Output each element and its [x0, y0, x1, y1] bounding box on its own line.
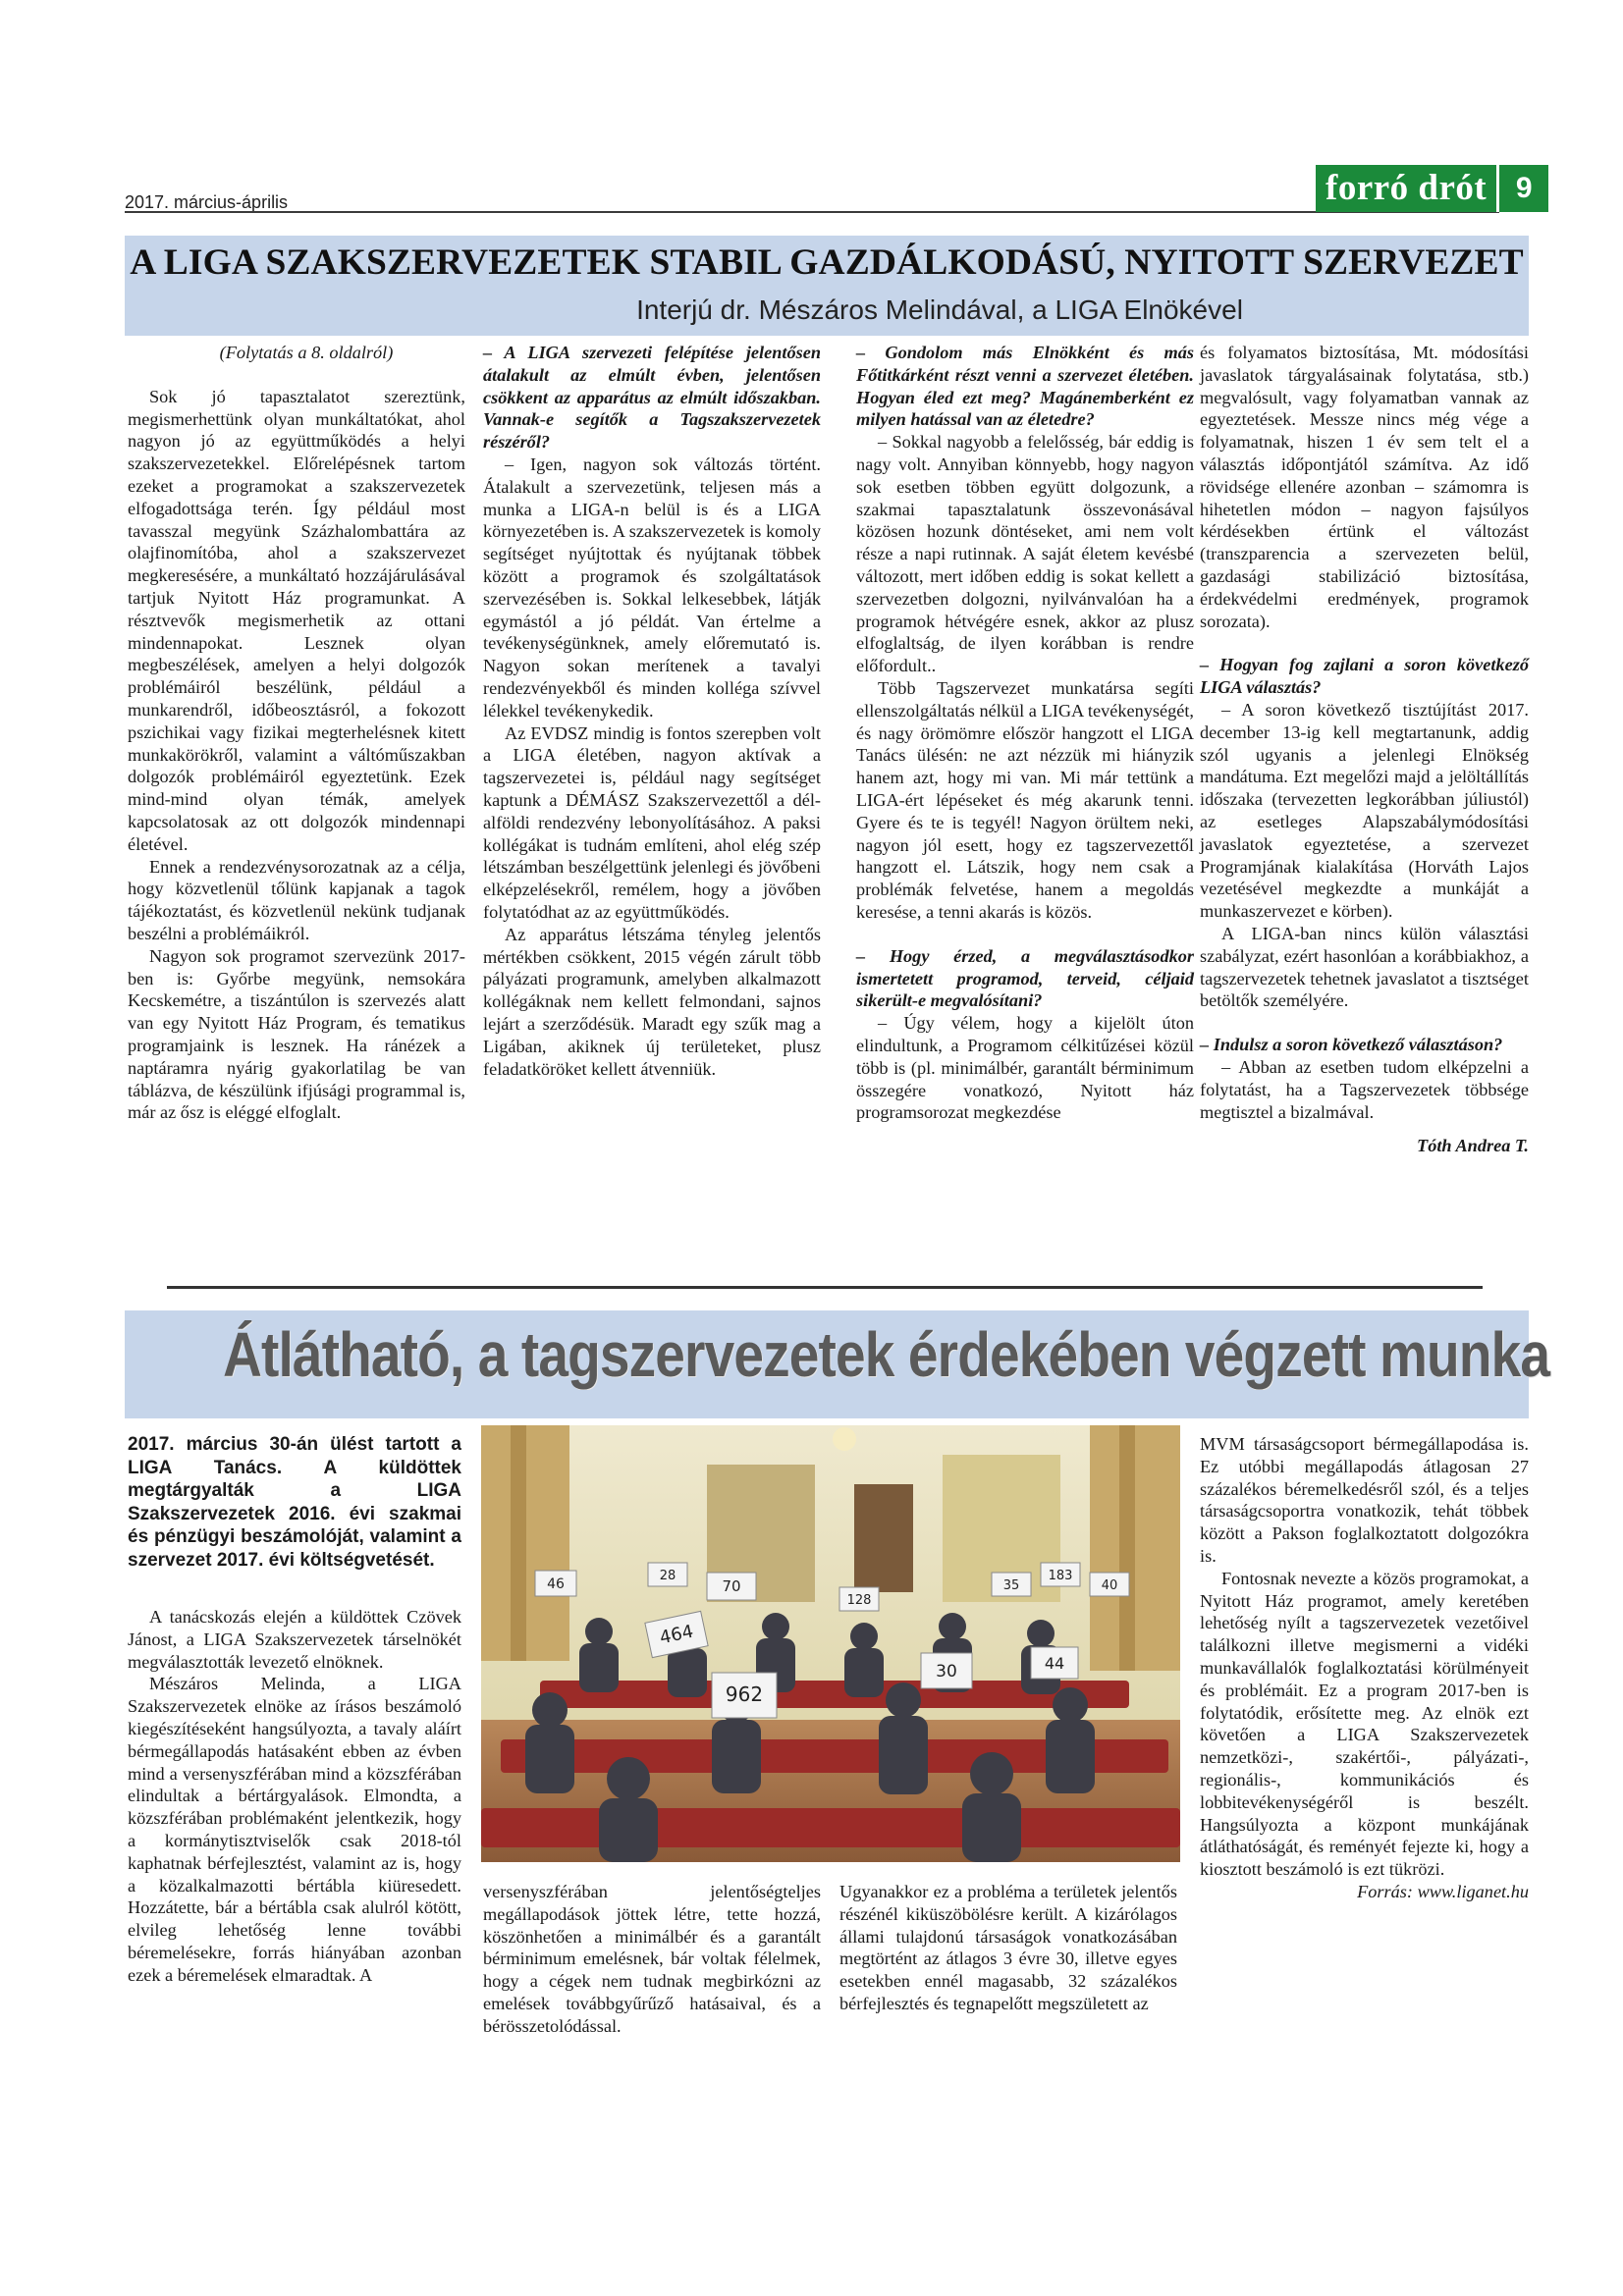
article-subtitle: Interjú dr. Mészáros Melindával, a LIGA Elnökével [636, 294, 1243, 325]
article2-column-1 [128, 1606, 461, 1987]
voting-card: 464 [658, 1621, 696, 1649]
paragraph: Több Tagszervezet munkatársa segíti ellenszolgáltatás nélkül a LIGA tevékenységét, és nagy örömömre először hangzott el LIGA Tanács ülésén: ne azt nézzük mi hiányzik hanem azt, hogy mi van. Mi már tettünk a LIGA-ért lépéseket és még akarunk tenni. Gyere és te is tegyél! Nagyon örültem neki, nagyon jól esett, hogy ez tagszervezettől hangzott el. Látszik, hogy nem csak a problémák felvetése, hanem a megoldás keresése, a tenni akarás is közös. [856, 677, 1194, 922]
paragraph: Mészáros Melinda, a LIGA Szakszervezetek elnöke az írásos beszámoló kiegészítéseként hangsúlyozta, a tavaly aláírt bérmegállapodás hatásaként ebben az évben mind a versenyszférában mind a közszférában elindultak a bértárgyalások. Elmondta, a közszférában problémaként jelentkezik, hogy a kormánytisztviselők csak 2018-tól kaphatnak bérfejlesztést, valamint az is, hogy a közalkalmazotti bértábla kiüresedett. Hozzátette, bár a bértábla csak alulról kötött, elvileg lehetőség lenne további béremelésekre, forrás hiányában azonban ezek a béremelések elmaradtak. A [128, 1674, 461, 1985]
paragraph: A LIGA-ban nincs külön választási szabályzat, ezért hasonlóan a korábbiakhoz, a tagszervezetek tehetnek javaslatot a tisztséget betöltők személyére. [1200, 923, 1529, 1011]
paragraph: – Igen, nagyon sok változás történt. Átalakult a szervezetünk, teljesen más a munka a LIGA-n belül is és a LIGA környezetében is. A szakszervezetek is komoly segítséget nyújtottak és nyújtanak többek között a programok és szolgáltatások szervezésében is. Sokkal lelkesebbek, látják egymástól a jó példát. Van értelme a tevékenységünknek, amely előremutató is. Nagyon sokan merítenek a tavalyi rendezvényekből és minden kolléga szívvel lélekkel tevékenykedik. [483, 454, 821, 721]
article-column-1 [128, 342, 465, 1124]
paragraph: versenyszférában jelentőségteljes megállapodások jöttek létre, tette hozzá, köszönhetően a minimálbér és a garantált bérminimum emelésnek, bár voltak félelmek, hogy a cégek nem tudnak megbirkózni az emelések továbbgyűrűző hatásaival, és a bérösszetolódással. [483, 1882, 821, 2036]
paragraph: A tanácskozás elején a küldöttek Czövek Jánost, a LIGA Szakszervezetek társelnökét megválasztották levezető elnöknek. [128, 1607, 461, 1672]
paragraph: Ugyanakkor ez a probléma a területek jelentős részénél kiküszöbölésre került. A kizárólagos állami tulajdonú társaságok vonatkozásában megtörtént az átlagos 3 évre 30, illetve egyes esetekben ennél magasabb, 32 százalékos bérfejlesztés és tegnapelőtt megszületett az [839, 1882, 1177, 2013]
article-lead: 2017. március 30-án ülést tartott a LIGA Tanács. A küldöttek megtárgyalták a LIGA Szakszervezetek 2016. évi szakmai és pénzügyi beszámolóját, valamint a szervezet 2017. évi költségvetését. [128, 1434, 461, 1571]
paragraph: – Úgy vélem, hogy a kijelölt úton elindultunk, a Programom célkitűzései közül több is (pl. minimálbér, garantált bérminimum összegére vonatkozó, Nyitott ház programsorozat megkezdése [856, 1013, 1194, 1123]
paragraph: Sok jó tapasztalatot szereztünk, megismerhettünk olyan munkáltatókat, ahol nagyon jó az együttműködés a helyi szakszervezetekkel. Előrelépésnek tartom ezeket a programokat a szakszervezetek elfogadottsága terén. Így például most tavasszal megyünk Százhalombattára az olajfinomítóba, ahol a szakszervezet megkeresésére, a munkáltató hozzájárulásával tartjuk Nyitott Ház programunkat. A résztvevők megismerhetik az ottani mindennapokat. Lesznek olyan megbeszélések, amelyen a helyi dolgozók problémáiról beszélünk, például a munkarendről, időbeosztásról, a fokozott pszichikai vagy fizikai megterhelésnek kitett munkakörökről, valamint a váltóműszakban dolgozók problémáiról egyeztetünk. Ezek mind-mind olyan témák, amelyek kapcsolatosak az ott dolgozók mindennapi életével. [128, 386, 465, 854]
header-rule [125, 211, 1499, 213]
article-column-3 [856, 342, 1194, 1124]
interview-question: – A LIGA szervezeti felépítése jelentősen átalakult az elmúlt évben, jelentősen csökkent az apparátus az elmúlt időszakban. Vannak-e segítők a Tagszakszervezetek részéről? [483, 343, 821, 453]
paragraph: Az apparátus létszáma tényleg jelentős mértékben csökkent, 2015 végén zárult több pályázati programunk, amelyben alkalmazott kollégáknak nem kellett felmondani, sajnos lejárt a szerződésük. Maradt egy szűk mag a Ligában, akiknek új területeket, plusz feladatköröket kellett átvenniük. [483, 924, 821, 1079]
interview-question: – Indulsz a soron következő választáson? [1200, 1035, 1503, 1055]
meeting-photo-drawing [481, 1425, 1180, 1862]
paragraph: Fontosnak nevezte a közös programokat, a Nyitott Ház programot, amely keretében lehetőség nyílt a tagszervezetek vezetőivel találkozni illetve megismerni a vidéki munkavállalók foglalkoztatási körülményeit és problémáit. Ez a program 2017-ben is folytatódik, erősítette meg. Az elnök ezt követően a LIGA Szakszervezetek nemzetközi-, szakértői-, pályázati-, regionális-, kommunikációs és lobbitevékenységéről is beszélt. Hangsúlyozta a központ munkájának átláthatóságát, és reményét fejezte ki, hogy a kiosztott beszámoló is ezt tükrözi. [1200, 1568, 1529, 1880]
interview-question: – Gondolom más Elnökként és más Főtitkárként részt venni a szervezet életében. Hogyan éled ezt meg? Magánemberként ez milyen hatással van az életedre? [856, 343, 1194, 430]
paragraph: Az EVDSZ mindig is fontos szerepben volt a LIGA életében, nagyon aktívak a tagszervezetei is, például nagy segítséget kaptunk a DÉMÁSZ Szakszervezettől a dél-alföldi rendezvény lebonyolításához. A paksi kollégákat is tudnám említeni, ahol elég szép létszámban beszélgettünk jelenlegi és jövőbeni elképzelésekről, remélem, hogy a jövőben folytatódhat az az együttműködés. [483, 722, 821, 922]
paragraph: Nagyon sok programot szervezünk 2017-ben is: Győrbe megyünk, nemsokára Kecskemétre, a tiszántúlon is szervezés alatt van egy Nyitott Ház Program, és tematikus programjaink is lesznek. Ha ránézek a naptáramra nyárig gyakorlatilag be van táblázva, de készülünk ifjúsági programmal is, már az ősz is eléggé elfoglalt. [128, 945, 465, 1123]
section-divider [167, 1286, 1483, 1289]
voting-card: 30 [936, 1662, 957, 1682]
paragraph: – Abban az esetben tudom elképzelni a folytatást, ha a Tagszervezetek többsége megtisztel a bizalmával. [1200, 1056, 1529, 1122]
page-number: 9 [1499, 165, 1548, 212]
paragraph: – Sokkal nagyobb a felelősség, bár eddig is nagy volt. Annyiban könnyebb, hogy nagyon sok esetben többen együtt dolgozunk, a szakmai tapasztalatunk összevonásával közösen hozunk döntéseket, ami nem volt része a napi rutinnak. A saját életem kevésbé változott, mert időben eddig is sokat kellett a szervezetben dolgozni, nyilvánvalóan ha a programok hétvégére esnek, akkor az plusz elfoglaltság, de ilyen korábban is rendre előfordult.. [856, 432, 1194, 676]
article-author: Tóth Andrea T. [1417, 1136, 1529, 1156]
meeting-photo [481, 1425, 1180, 1862]
brand-name: forró drót [1316, 165, 1496, 212]
voting-card: 128 [846, 1593, 872, 1608]
article-column-4 [1200, 342, 1529, 1157]
source-credit: Forrás: www.liganet.hu [1357, 1881, 1529, 1901]
article-headline: Átlátható, a tagszervezetek érdekében végzett munka [223, 1319, 1550, 1390]
paragraph: – A soron következő tisztújítást 2017. december 13-ig kell megtartanunk, addig szól ugyanis a jelenlegi Elnökség mandátuma. Ezt megelőzi majd a jelöltállítás időszaka (tervezetten legkorábban júliustól) az esetleges Alapszabálymódosítási javaslatok egyeztetése, a szervezet Programjának kialakítása (Horváth Lajos vezetésével megkezdte a munkáját a munkaszervezet e körben). [1200, 699, 1529, 922]
voting-card: 962 [725, 1682, 764, 1706]
paragraph: és folyamatos biztosítása, Mt. módosítási javaslatok tárgyalásainak folytatása, stb.) megvalósult, vagy folyamatban vannak az egyeztetések. Messze nincs még vége a folyamatnak, hiszen 1 év sem telt el a választás időpontjától számítva. Az idő rövidsége ellenére azonban – számomra is hihetetlen módon – nagyon fajsúlyos kérdésekben értünk el változást (transzparencia a szervezeten belül, gazdasági stabilizáció biztosítása, érdekvédelmi eredmények, programok sorozata). [1200, 343, 1529, 631]
article2-column-3 [839, 1881, 1177, 2015]
voting-card: 70 [722, 1577, 741, 1595]
magazine-brand [1316, 165, 1548, 212]
voting-card: 46 [547, 1576, 565, 1592]
article2-column-4 [1200, 1433, 1529, 1903]
voting-card: 35 [1002, 1578, 1020, 1593]
interview-question: – Hogy érzed, a megválasztásodkor ismertetett programod, terveid, céljaid sikerült-e megvalósítani? [856, 945, 1194, 1011]
continued-note: (Folytatás a 8. oldalról) [219, 343, 394, 362]
interview-question: – Hogyan fog zajlani a soron következő LIGA választás? [1200, 655, 1529, 698]
voting-card: 28 [659, 1569, 676, 1583]
voting-card: 40 [1101, 1578, 1118, 1593]
paragraph: MVM társaságcsoport bérmegállapodása is. Ez utóbbi megállapodás átlagosan 27 százalékos béremelkedésről szól, és a teljes társaságcsoportra vonatkozik, tehát többek között a Pakson foglalkoztatott dolgozókra is. [1200, 1434, 1529, 1566]
voting-card: 183 [1048, 1569, 1073, 1583]
article-title: A LIGA SZAKSZERVEZETEK STABIL GAZDÁLKODÁSÚ, NYITOTT SZERVEZET [130, 242, 1524, 283]
issue-date: 2017. március-április [125, 192, 289, 212]
article-column-2 [483, 342, 821, 1080]
article2-column-2 [483, 1881, 821, 2038]
paragraph: Ennek a rendezvénysorozatnak az a célja, hogy közvetlenül tőlünk kapjanak a tagok tájékoztatást, és közvetlenül nekünk tudjanak beszélni a problémáikról. [128, 856, 465, 943]
voting-card: 44 [1044, 1654, 1065, 1673]
